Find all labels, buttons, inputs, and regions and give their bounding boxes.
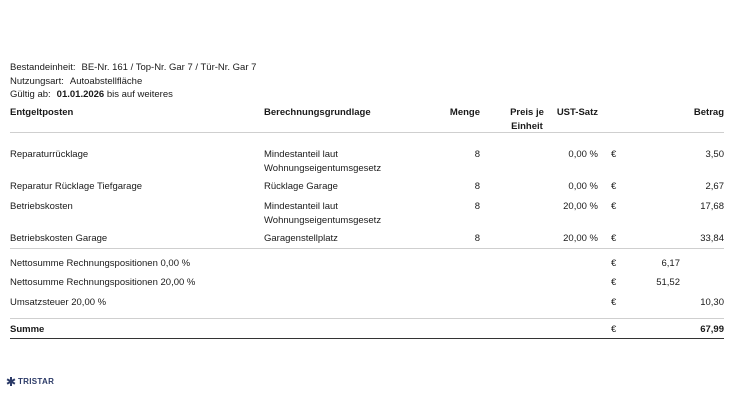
unit-value: BE-Nr. 161 / Top-Nr. Gar 7 / Tür-Nr. Gar 7 <box>81 62 257 73</box>
row-vat: 0,00 % <box>568 181 598 192</box>
usage-label: Nutzungsart: <box>10 75 64 87</box>
valid-suffix: bis auf weiteres <box>106 89 173 100</box>
net20-label: Nettosumme Rechnungspositionen 20,00 % <box>10 277 196 288</box>
row-basis-line1: Garagenstellplatz <box>264 233 338 244</box>
row-amount: 33,84 <box>700 233 724 244</box>
row-basis-line1: Rücklage Garage <box>264 181 338 192</box>
header-price-line1: Preis je <box>510 107 544 118</box>
vat-currency: € <box>611 297 617 308</box>
net0-value: 6,17 <box>661 258 680 269</box>
row-currency: € <box>611 201 617 212</box>
row-basis <box>264 232 338 246</box>
vat-value: 10,30 <box>700 297 724 308</box>
sum-label: Summe <box>10 324 45 335</box>
net0-label: Nettosumme Rechnungspositionen 0,00 % <box>10 258 191 269</box>
row-amount: 17,68 <box>700 201 724 212</box>
header-item: Entgeltposten <box>10 107 74 118</box>
sum-value: 67,99 <box>700 324 724 335</box>
row-item: Betriebskosten Garage <box>10 233 108 244</box>
row-qty: 8 <box>474 181 480 192</box>
row-item: Betriebskosten <box>10 201 73 212</box>
row-basis <box>264 200 381 227</box>
row-basis <box>264 148 381 175</box>
row-qty: 8 <box>474 201 480 212</box>
header-vat: UST-Satz <box>556 107 598 118</box>
row-item: Reparatur Rücklage Tiefgarage <box>10 181 143 192</box>
row-amount: 3,50 <box>705 149 724 160</box>
totals-rule <box>10 318 724 319</box>
row-qty: 8 <box>474 233 480 244</box>
row-item: Reparaturrücklage <box>10 149 89 160</box>
star-icon <box>6 377 15 386</box>
row-qty: 8 <box>474 149 480 160</box>
row-vat: 20,00 % <box>563 201 598 212</box>
valid-date: 01.01.2026 <box>56 89 105 100</box>
row-basis-line2: Wohnungseigentumsgesetz <box>264 162 382 174</box>
valid-line <box>10 88 256 102</box>
net20-currency: € <box>611 277 617 288</box>
vat-label: Umsatzsteuer 20,00 % <box>10 297 107 308</box>
row-vat: 0,00 % <box>568 149 598 160</box>
header-qty: Menge <box>449 107 480 118</box>
valid-label: Gültig ab: <box>10 89 51 100</box>
row-currency: € <box>611 181 617 192</box>
usage-value: Autoabstellfläche <box>69 75 143 87</box>
header-amount: Betrag <box>693 107 724 118</box>
row-amount: 2,67 <box>705 181 724 192</box>
unit-meta <box>10 61 256 102</box>
tristar-logo <box>6 377 54 386</box>
unit-line <box>10 61 256 75</box>
row-currency: € <box>611 149 617 160</box>
row-vat: 20,00 % <box>563 233 598 244</box>
sum-rule <box>10 338 724 339</box>
logo-text: TRISTAR <box>18 377 55 386</box>
net20-value: 51,52 <box>656 277 680 288</box>
row-basis-line1: Mindestanteil laut <box>264 149 338 160</box>
net0-currency: € <box>611 258 617 269</box>
header-rule <box>10 132 724 133</box>
row-currency: € <box>611 233 617 244</box>
row-basis-line2: Wohnungseigentumsgesetz <box>264 214 382 226</box>
usage-line <box>10 75 256 89</box>
header-basis: Berechnungsgrundlage <box>264 107 371 118</box>
header-price-line2: Einheit <box>511 120 543 132</box>
header-price <box>500 106 554 133</box>
unit-label: Bestandeinheit: <box>10 62 76 73</box>
sum-currency: € <box>611 324 617 335</box>
rows-rule <box>10 248 724 249</box>
row-basis <box>264 180 338 194</box>
row-basis-line1: Mindestanteil laut <box>264 201 338 212</box>
